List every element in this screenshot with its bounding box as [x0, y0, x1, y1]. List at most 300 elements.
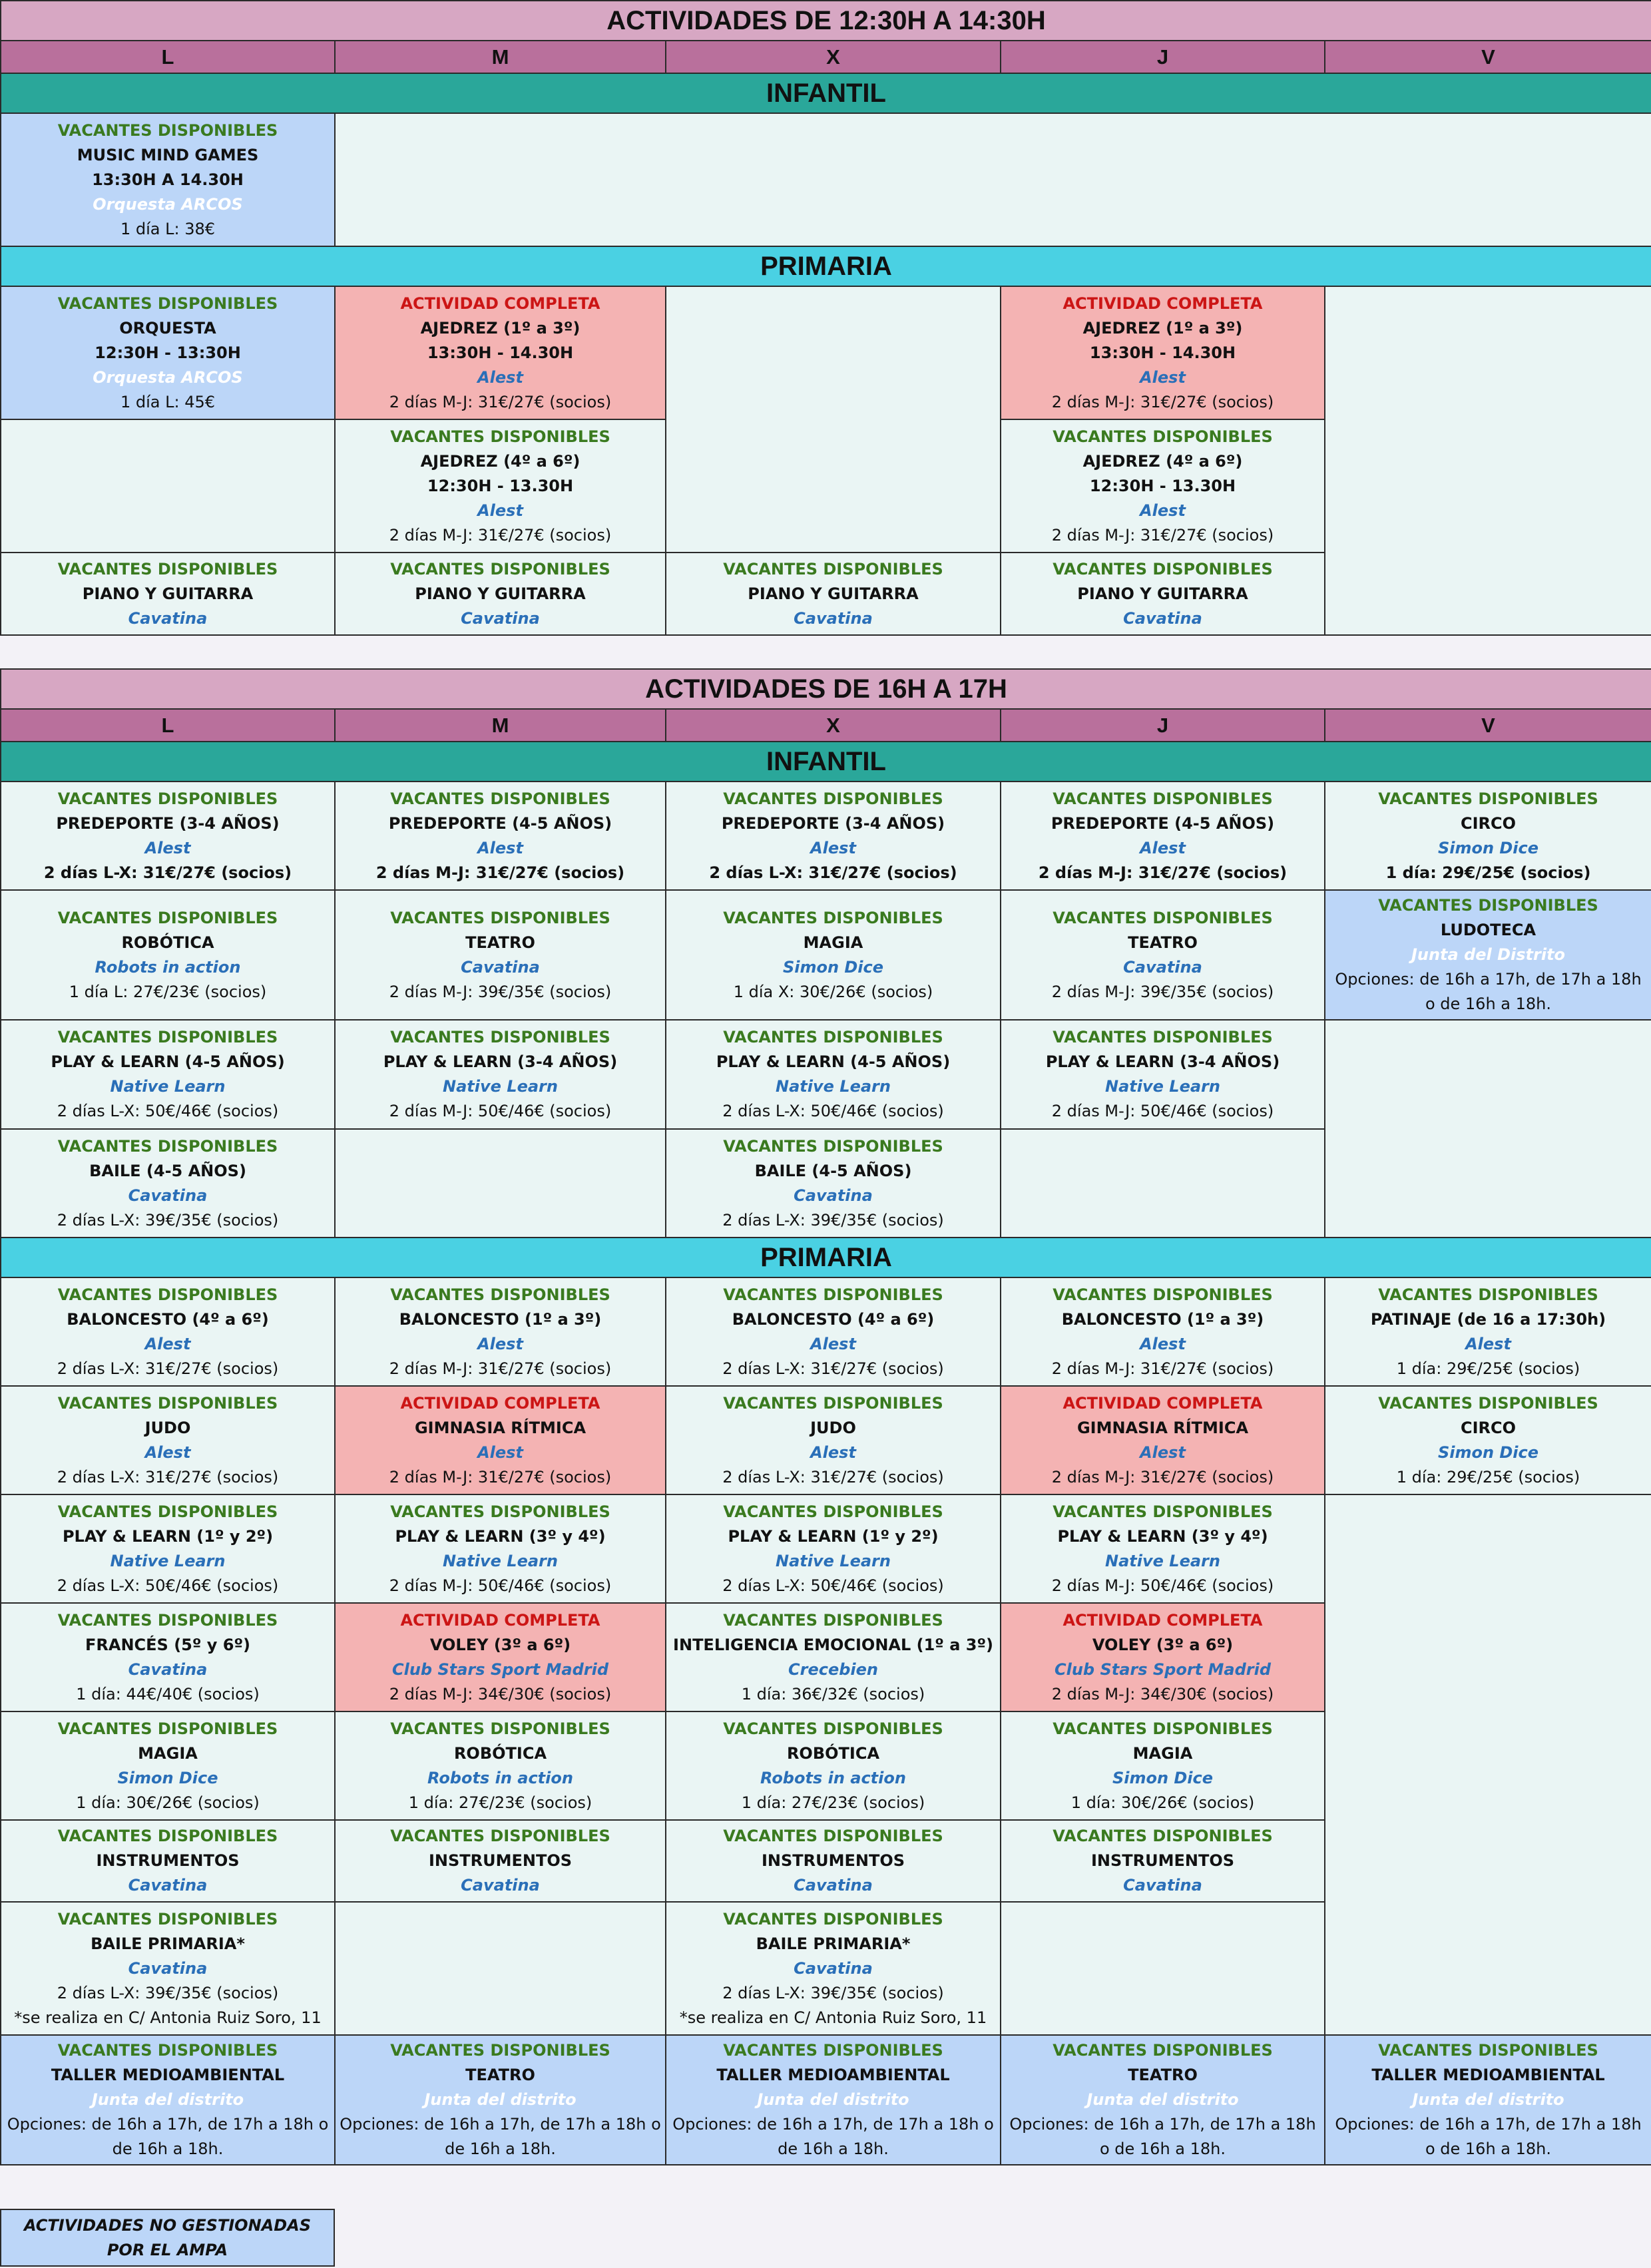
availability-status: VACANTES DISPONIBLES [723, 1028, 943, 1046]
activity-name: CIRCO [1460, 1418, 1517, 1437]
activity-name: VOLEY (3º a 6º) [429, 1635, 571, 1654]
activity-name: PREDEPORTE (4-5 AÑOS) [1051, 813, 1275, 833]
activity-note: *se realiza en C/ Antonia Ruiz Soro, 11 [14, 2008, 322, 2027]
activity-price: 2 días L-X: 31€/27€ (socios) [57, 1467, 279, 1486]
activity-price: 1 día: 36€/32€ (socios) [741, 1684, 925, 1703]
activity-price: 1 día L: 27€/23€ (socios) [69, 982, 267, 1001]
activity-name: PLAY & LEARN (1º y 2º) [62, 1526, 274, 1546]
availability-status: VACANTES DISPONIBLES [57, 1719, 278, 1738]
activity-provider: Robots in action [760, 1768, 906, 1787]
activity-price: 2 días M-J: 31€/27€ (socios) [1051, 392, 1274, 411]
activity-name: BAILE (4-5 AÑOS) [89, 1161, 246, 1180]
activity-name: PREDEPORTE (3-4 AÑOS) [721, 813, 945, 833]
activity-provider: Native Learn [1105, 1077, 1220, 1096]
activity-name: INSTRUMENTOS [1090, 1851, 1235, 1870]
day-header-l: L [1, 41, 335, 73]
activity-provider: Simon Dice [1112, 1768, 1214, 1787]
activity-name: PLAY & LEARN (3-4 AÑOS) [383, 1052, 618, 1071]
activity-cell [1, 890, 335, 1020]
day-header-l: L [1, 709, 335, 742]
activity-cell [666, 1277, 1001, 1386]
activity-price: Opciones: de 16h a 17h, de 17h a 18h o de 16h a 18h. [7, 2115, 329, 2158]
activity-name: LUDOTECA [1440, 921, 1536, 939]
activity-provider: Simon Dice [782, 957, 884, 977]
activity-cell [1001, 1711, 1325, 1820]
activity-cell [335, 1711, 666, 1820]
day-header-j: J [1001, 709, 1325, 742]
activity-cell [1, 1820, 335, 1902]
availability-status: VACANTES DISPONIBLES [723, 1827, 943, 1845]
activity-cell [666, 1020, 1001, 1129]
availability-status: VACANTES DISPONIBLES [390, 1827, 610, 1845]
activity-cell [335, 2035, 666, 2165]
activity-provider: Junta del distrito [1412, 2090, 1564, 2109]
primaria-header: PRIMARIA [1, 246, 1651, 286]
activity-price: 1 día: 44€/40€ (socios) [76, 1684, 260, 1703]
activity-provider: Native Learn [110, 1077, 226, 1096]
activity-provider: Cavatina [128, 1958, 208, 1978]
activity-price: 2 días M-J: 31€/27€ (socios) [389, 1467, 612, 1486]
activity-cell [1, 1494, 335, 1603]
activity-price: 1 día: 30€/26€ (socios) [76, 1793, 260, 1812]
activity-name: PLAY & LEARN (4-5 AÑOS) [51, 1052, 285, 1071]
activity-name: MAGIA [138, 1743, 198, 1763]
day-header-v: V [1325, 709, 1651, 742]
activity-price: 2 días M-J: 50€/46€ (socios) [1051, 1102, 1274, 1120]
activity-cell [666, 890, 1001, 1020]
activity-name: GIMNASIA RÍTMICA [1076, 1418, 1249, 1437]
activity-price: 2 días M-J: 50€/46€ (socios) [389, 1576, 612, 1595]
activity-price: 2 días L-X: 39€/35€ (socios) [722, 1210, 944, 1230]
activity-name: PATINAJE (de 16 a 17:30h) [1370, 1309, 1606, 1329]
availability-status: VACANTES DISPONIBLES [390, 1502, 610, 1521]
availability-status: VACANTES DISPONIBLES [57, 1502, 278, 1521]
activity-provider: Native Learn [443, 1551, 558, 1570]
activity-name: ORQUESTA [119, 318, 216, 338]
availability-status: VACANTES DISPONIBLES [57, 908, 278, 927]
activity-price: 1 día L: 38€ [120, 219, 216, 238]
activity-provider: Alest [144, 838, 191, 857]
availability-status: VACANTES DISPONIBLES [723, 1909, 943, 1928]
activity-price: 2 días M-J: 34€/30€ (socios) [389, 1684, 612, 1703]
activity-cell [1, 1603, 335, 1711]
activity-name: MAGIA [1132, 1743, 1193, 1763]
activity-price: 2 días M-J: 31€/27€ (socios) [389, 392, 612, 411]
activity-name: PREDEPORTE (3-4 AÑOS) [56, 813, 280, 833]
activity-provider: Cavatina [794, 608, 873, 628]
availability-status: VACANTES DISPONIBLES [1053, 427, 1273, 446]
activity-cell [1325, 890, 1651, 1020]
activity-cell [1, 2035, 335, 2165]
activity-cell [1001, 419, 1325, 553]
activity-name: MUSIC MIND GAMES [77, 145, 259, 164]
day-header-v: V [1325, 41, 1651, 73]
availability-status: VACANTES DISPONIBLES [723, 1393, 943, 1413]
activity-cell [1001, 286, 1325, 419]
activity-provider: Native Learn [443, 1077, 558, 1096]
day-header-m: M [335, 709, 666, 742]
activity-provider: Alest [477, 1443, 523, 1462]
activity-provider: Junta del distrito [424, 2090, 577, 2109]
activity-price: 2 días M-J: 39€/35€ (socios) [389, 982, 612, 1001]
activity-price: 2 días L-X: 31€/27€ (socios) [43, 863, 292, 882]
activity-provider: Alest [1140, 367, 1186, 387]
activity-name: TEATRO [465, 933, 535, 952]
activity-provider: Native Learn [776, 1551, 891, 1570]
activity-provider: Alest [1140, 838, 1186, 857]
activity-cell [1, 1386, 335, 1494]
activity-cell [1, 1277, 335, 1386]
availability-status: VACANTES DISPONIBLES [390, 2041, 610, 2060]
empty-cell [1325, 1494, 1651, 2035]
availability-status: VACANTES DISPONIBLES [723, 1719, 943, 1738]
activity-cell [666, 782, 1001, 890]
activity-cell [666, 1711, 1001, 1820]
activity-price: 2 días L-X: 50€/46€ (socios) [57, 1576, 279, 1595]
availability-status: VACANTES DISPONIBLES [1378, 1393, 1598, 1413]
infantil-header: INFANTIL [1, 742, 1651, 782]
activity-name: TEATRO [1128, 2066, 1198, 2084]
schedule-table-midday [0, 0, 1651, 636]
activity-price: 2 días L-X: 31€/27€ (socios) [722, 1359, 944, 1378]
infantil-header: INFANTIL [1, 73, 1651, 113]
activity-provider: Simon Dice [1437, 1443, 1539, 1462]
activity-cell [1001, 1277, 1325, 1386]
activity-price: 2 días L-X: 39€/35€ (socios) [57, 1210, 279, 1230]
activity-hours: 12:30H - 13:30H [95, 343, 241, 362]
availability-status: ACTIVIDAD COMPLETA [400, 1393, 600, 1413]
activity-name: ROBÓTICA [121, 933, 214, 952]
activity-price: 2 días M-J: 31€/27€ (socios) [389, 1359, 612, 1378]
activity-price: 2 días M-J: 31€/27€ (socios) [1051, 1359, 1274, 1378]
activity-cell [1001, 782, 1325, 890]
activity-name: INSTRUMENTOS [428, 1851, 573, 1870]
day-header-x: X [666, 41, 1001, 73]
availability-status: VACANTES DISPONIBLES [57, 559, 278, 578]
activity-cell [1001, 1603, 1325, 1711]
activity-cell [1325, 782, 1651, 890]
empty-cell [666, 286, 1001, 553]
availability-status: VACANTES DISPONIBLES [723, 1285, 943, 1304]
activity-provider: Cavatina [1123, 957, 1202, 977]
availability-status: VACANTES DISPONIBLES [1378, 789, 1598, 808]
activity-provider: Simon Dice [1437, 838, 1539, 857]
activity-provider: Native Learn [1105, 1551, 1220, 1570]
activity-provider: Native Learn [776, 1077, 891, 1096]
availability-status: VACANTES DISPONIBLES [1053, 1028, 1273, 1046]
activity-name: VOLEY (3º a 6º) [1092, 1635, 1234, 1654]
activity-price: 2 días L-X: 50€/46€ (socios) [722, 1576, 944, 1595]
section-title: ACTIVIDADES DE 12:30H A 14:30H [1, 1, 1651, 41]
activity-cell [1, 1711, 335, 1820]
activity-cell [666, 1386, 1001, 1494]
activity-cell [666, 1494, 1001, 1603]
activity-hours: 13:30H A 14.30H [92, 170, 244, 189]
availability-status: VACANTES DISPONIBLES [390, 427, 610, 446]
activity-cell [1001, 553, 1325, 635]
activity-name: PLAY & LEARN (3º y 4º) [395, 1526, 606, 1546]
activity-cell [666, 553, 1001, 635]
availability-status: VACANTES DISPONIBLES [57, 1610, 278, 1630]
availability-status: VACANTES DISPONIBLES [1378, 896, 1598, 915]
availability-status: VACANTES DISPONIBLES [57, 1827, 278, 1845]
activity-cell [1, 1020, 335, 1129]
activity-price: 2 días M-J: 31€/27€ (socios) [1051, 525, 1274, 545]
activity-provider: Alest [477, 501, 523, 520]
activity-provider: Cavatina [128, 1660, 208, 1679]
empty-cell [1325, 286, 1651, 635]
activity-provider: Cavatina [461, 957, 540, 977]
activity-price: 2 días M-J: 31€/27€ (socios) [375, 863, 625, 882]
activity-name: BALONCESTO (1º a 3º) [399, 1309, 602, 1329]
activity-cell [666, 1820, 1001, 1902]
activity-name: BAILE PRIMARIA* [756, 1934, 911, 1953]
legend-line-2: POR EL AMPA [107, 2240, 228, 2259]
activity-provider: Cavatina [794, 1958, 873, 1978]
availability-status: ACTIVIDAD COMPLETA [1062, 1393, 1263, 1413]
activity-name: PLAY & LEARN (3-4 AÑOS) [1045, 1052, 1280, 1071]
section-title: ACTIVIDADES DE 16H A 17H [1, 669, 1651, 709]
activity-name: BALONCESTO (1º a 3º) [1061, 1309, 1264, 1329]
activity-name: JUDO [144, 1418, 191, 1437]
activity-name: TALLER MEDIOAMBIENTAL [1371, 2066, 1605, 2084]
activity-cell [666, 2035, 1001, 2165]
activity-price: 1 día: 27€/23€ (socios) [741, 1793, 925, 1812]
activity-provider: Native Learn [110, 1551, 226, 1570]
activity-cell [1, 553, 335, 635]
availability-status: VACANTES DISPONIBLES [390, 1719, 610, 1738]
activity-price: 1 día: 27€/23€ (socios) [408, 1793, 592, 1812]
activity-provider: Alest [810, 1443, 856, 1462]
activity-provider: Robots in action [427, 1768, 573, 1787]
availability-status: VACANTES DISPONIBLES [1378, 1285, 1598, 1304]
activity-price: Opciones: de 16h a 17h, de 17h a 18h o de 16h a 18h. [1009, 2115, 1316, 2158]
activity-cell [1, 113, 335, 246]
activity-price: Opciones: de 16h a 17h, de 17h a 18h o de 16h a 18h. [1335, 970, 1642, 1013]
activity-price: 1 día: 29€/25€ (socios) [1385, 863, 1591, 882]
legend-line-1: ACTIVIDADES NO GESTIONADAS [23, 2215, 312, 2235]
activity-provider: Orquesta ARCOS [93, 194, 243, 214]
day-header-x: X [666, 709, 1001, 742]
activity-cell [335, 286, 666, 419]
availability-status: VACANTES DISPONIBLES [57, 1393, 278, 1413]
day-header-j: J [1001, 41, 1325, 73]
activity-price: 2 días L-X: 39€/35€ (socios) [722, 1983, 944, 2002]
activity-cell [1325, 1386, 1651, 1494]
activity-cell [335, 782, 666, 890]
activity-name: JUDO [810, 1418, 856, 1437]
activity-name: PIANO Y GUITARRA [748, 584, 919, 603]
activity-cell [1, 1902, 335, 2035]
availability-status: ACTIVIDAD COMPLETA [1062, 1610, 1263, 1630]
availability-status: VACANTES DISPONIBLES [57, 1909, 278, 1928]
activity-cell [666, 1129, 1001, 1238]
activity-price: Opciones: de 16h a 17h, de 17h a 18h o de 16h a 18h. [672, 2115, 994, 2158]
activity-provider: Alest [1140, 501, 1186, 520]
activity-name: INSTRUMENTOS [761, 1851, 905, 1870]
activity-cell [1325, 1277, 1651, 1386]
activity-hours: 12:30H - 13.30H [1089, 476, 1236, 495]
activity-price: 1 día X: 30€/26€ (socios) [733, 982, 933, 1001]
activity-name: PLAY & LEARN (1º y 2º) [728, 1526, 939, 1546]
activity-provider: Alest [477, 838, 523, 857]
availability-status: VACANTES DISPONIBLES [1053, 2041, 1273, 2060]
activity-provider: Cavatina [461, 1876, 540, 1895]
activity-provider: Alest [810, 1334, 856, 1353]
activity-provider: Alest [144, 1334, 191, 1353]
activity-provider: Cavatina [128, 608, 208, 628]
activity-price: 2 días L-X: 31€/27€ (socios) [709, 863, 957, 882]
activity-name: ROBÓTICA [453, 1743, 547, 1763]
activity-provider: Cavatina [794, 1876, 873, 1895]
activity-hours: 13:30H - 14.30H [1089, 343, 1236, 362]
activity-name: TALLER MEDIOAMBIENTAL [716, 2066, 950, 2084]
activity-name: INSTRUMENTOS [96, 1851, 240, 1870]
activity-hours: 13:30H - 14.30H [427, 343, 574, 362]
activity-provider: Robots in action [95, 957, 241, 977]
activity-price: 2 días M-J: 34€/30€ (socios) [1051, 1684, 1274, 1703]
availability-status: VACANTES DISPONIBLES [723, 1502, 943, 1521]
activity-price: 2 días M-J: 31€/27€ (socios) [389, 525, 612, 545]
activity-name: PREDEPORTE (4-5 AÑOS) [388, 813, 612, 833]
activity-provider: Cavatina [1123, 1876, 1202, 1895]
availability-status: VACANTES DISPONIBLES [1053, 1285, 1273, 1304]
activity-cell [335, 890, 666, 1020]
activity-cell [1325, 2035, 1651, 2165]
empty-cell [335, 1902, 666, 2035]
availability-status: VACANTES DISPONIBLES [57, 1285, 278, 1304]
day-header-m: M [335, 41, 666, 73]
availability-status: VACANTES DISPONIBLES [1053, 1827, 1273, 1845]
activity-cell [1001, 2035, 1325, 2165]
activity-provider: Junta del distrito [91, 2090, 244, 2109]
availability-status: VACANTES DISPONIBLES [1053, 1719, 1273, 1738]
empty-cell [1001, 1902, 1325, 2035]
activity-provider: Club Stars Sport Madrid [1054, 1660, 1271, 1679]
activity-price: 2 días L-X: 31€/27€ (socios) [722, 1467, 944, 1486]
activity-name: TALLER MEDIOAMBIENTAL [51, 2066, 285, 2084]
activity-price: 2 días M-J: 50€/46€ (socios) [1051, 1576, 1274, 1595]
activity-price: 2 días M-J: 50€/46€ (socios) [389, 1102, 612, 1120]
availability-status: VACANTES DISPONIBLES [390, 1285, 610, 1304]
activity-price: 2 días L-X: 50€/46€ (socios) [722, 1102, 944, 1120]
empty-cell [1, 419, 335, 553]
activity-name: GIMNASIA RÍTMICA [414, 1418, 587, 1437]
availability-status: VACANTES DISPONIBLES [1053, 908, 1273, 927]
activity-name: AJEDREZ (4º a 6º) [420, 451, 581, 471]
activity-provider: Alest [1140, 1334, 1186, 1353]
availability-status: VACANTES DISPONIBLES [57, 789, 278, 808]
activity-cell [666, 1603, 1001, 1711]
availability-status: VACANTES DISPONIBLES [57, 2041, 278, 2060]
activity-cell [1001, 1020, 1325, 1129]
activity-cell [666, 1902, 1001, 2035]
activity-cell [1, 782, 335, 890]
activity-name: MAGIA [803, 933, 863, 952]
activity-name: ROBÓTICA [786, 1743, 880, 1763]
activity-hours: 12:30H - 13.30H [427, 476, 574, 495]
activity-cell [1001, 1820, 1325, 1902]
activity-cell [335, 1277, 666, 1386]
activity-name: PIANO Y GUITARRA [415, 584, 586, 603]
activity-provider: Cavatina [128, 1186, 208, 1205]
activity-provider: Junta del distrito [1086, 2090, 1239, 2109]
availability-status: VACANTES DISPONIBLES [723, 559, 943, 578]
empty-cell [1001, 1129, 1325, 1238]
primaria-header: PRIMARIA [1, 1238, 1651, 1277]
activity-provider: Cavatina [128, 1876, 208, 1895]
activity-price: 2 días M-J: 31€/27€ (socios) [1051, 1467, 1274, 1486]
empty-cell [1325, 1020, 1651, 1238]
activity-provider: Junta del Distrito [1411, 945, 1566, 964]
activity-price: 1 día: 29€/25€ (socios) [1396, 1359, 1580, 1378]
activity-name: BAILE PRIMARIA* [91, 1934, 245, 1953]
activity-provider: Orquesta ARCOS [93, 367, 243, 387]
activity-provider: Crecebien [788, 1660, 878, 1679]
activity-cell [335, 1386, 666, 1494]
activity-cell [1001, 1386, 1325, 1494]
availability-status: ACTIVIDAD COMPLETA [400, 294, 600, 313]
availability-status: VACANTES DISPONIBLES [1053, 1502, 1273, 1521]
activity-provider: Alest [1465, 1334, 1511, 1353]
activity-price: Opciones: de 16h a 17h, de 17h a 18h o de 16h a 18h. [1335, 2115, 1642, 2158]
activity-cell [335, 1603, 666, 1711]
activity-price: 2 días L-X: 31€/27€ (socios) [57, 1359, 279, 1378]
activity-cell [335, 1494, 666, 1603]
availability-status: VACANTES DISPONIBLES [723, 1136, 943, 1156]
activity-price: 2 días M-J: 39€/35€ (socios) [1051, 982, 1274, 1001]
empty-cell [335, 113, 1651, 246]
availability-status: VACANTES DISPONIBLES [57, 120, 278, 140]
availability-status: VACANTES DISPONIBLES [723, 1610, 943, 1630]
activity-cell [335, 553, 666, 635]
availability-status: VACANTES DISPONIBLES [390, 1028, 610, 1046]
schedule-table-afternoon [0, 668, 1651, 2165]
activity-name: BALONCESTO (4º a 6º) [732, 1309, 935, 1329]
activity-cell [1001, 1494, 1325, 1603]
empty-cell [335, 1129, 666, 1238]
activity-provider: Cavatina [794, 1186, 873, 1205]
activity-name: AJEDREZ (4º a 6º) [1082, 451, 1243, 471]
activity-name: TEATRO [1128, 933, 1198, 952]
activity-name: BALONCESTO (4º a 6º) [67, 1309, 269, 1329]
activity-price: 2 días L-X: 50€/46€ (socios) [57, 1102, 279, 1120]
activity-price: 1 día L: 45€ [120, 392, 216, 411]
activity-provider: Alest [1140, 1443, 1186, 1462]
activity-name: PLAY & LEARN (3º y 4º) [1057, 1526, 1268, 1546]
availability-status: VACANTES DISPONIBLES [390, 908, 610, 927]
availability-status: VACANTES DISPONIBLES [1053, 559, 1273, 578]
activity-price: 1 día: 30€/26€ (socios) [1070, 1793, 1255, 1812]
activity-cell [335, 1020, 666, 1129]
availability-status: VACANTES DISPONIBLES [390, 559, 610, 578]
activity-cell [335, 1820, 666, 1902]
activity-provider: Simon Dice [117, 1768, 218, 1787]
activity-name: BAILE (4-5 AÑOS) [754, 1161, 912, 1180]
activity-name: FRANCÉS (5º y 6º) [85, 1635, 250, 1654]
activity-price: 2 días M-J: 31€/27€ (socios) [1038, 863, 1288, 882]
availability-status: VACANTES DISPONIBLES [57, 1136, 278, 1156]
activity-provider: Junta del distrito [757, 2090, 909, 2109]
legend-not-managed [0, 2209, 335, 2267]
availability-status: ACTIVIDAD COMPLETA [1062, 294, 1263, 313]
activity-cell [1, 286, 335, 419]
activity-provider: Alest [477, 367, 523, 387]
activity-name: AJEDREZ (1º a 3º) [420, 318, 581, 338]
availability-status: VACANTES DISPONIBLES [723, 789, 943, 808]
activity-name: INTELIGENCIA EMOCIONAL (1º a 3º) [673, 1635, 993, 1654]
activity-provider: Cavatina [461, 608, 540, 628]
